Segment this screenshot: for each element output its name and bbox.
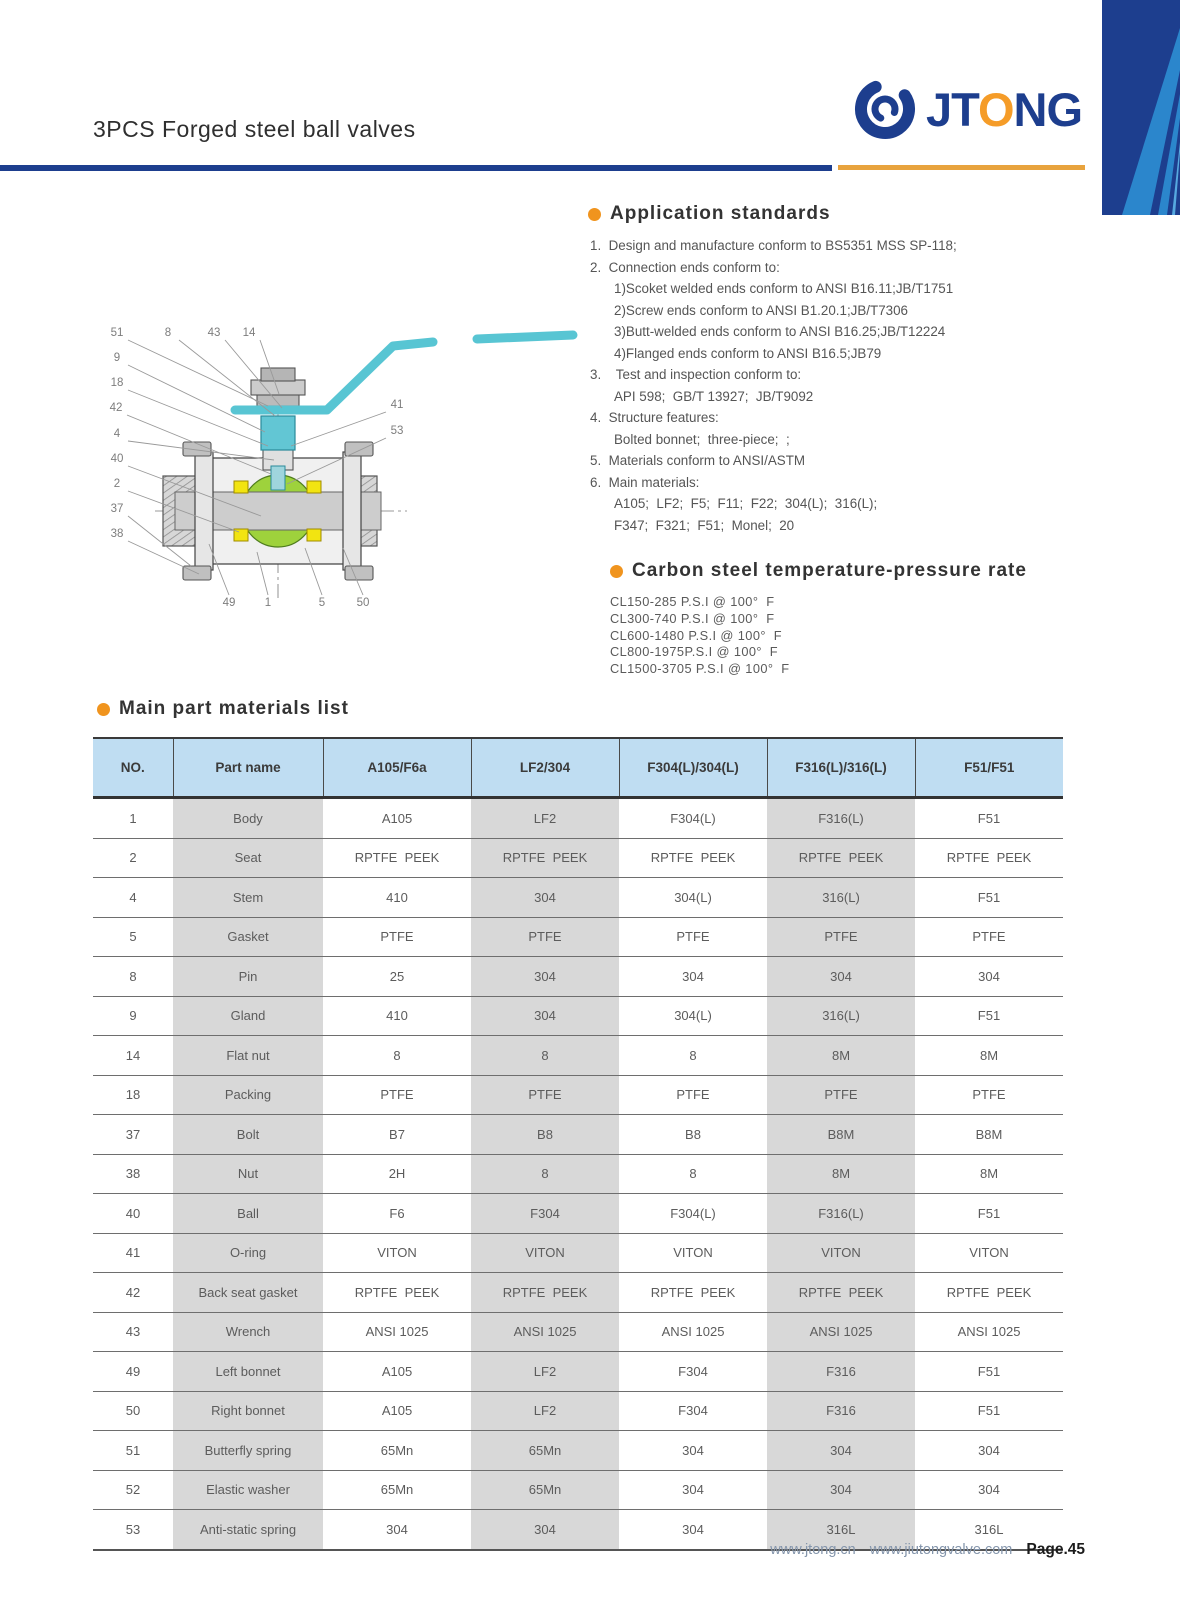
valve-cross-section — [75, 298, 585, 630]
application-standard-item: 3)Butt-welded ends conform to ANSI B16.25;JB/T12224 — [614, 324, 946, 339]
callout-number: 41 — [390, 399, 404, 411]
logo-o: O — [977, 82, 1014, 136]
cell-material: PTFE — [380, 1087, 414, 1103]
cell-no: 5 — [129, 929, 137, 945]
pressure-rate-line: CL300-740 P.S.I @ 100° F — [610, 610, 775, 626]
orange-bullet-icon — [588, 208, 601, 221]
callout-number: 8 — [164, 327, 172, 339]
cell-no: 43 — [125, 1324, 141, 1340]
cell-material: F316(L) — [767, 798, 915, 839]
cell-material: B8 — [471, 1115, 619, 1155]
cell-material: ANSI 1025 — [767, 1312, 915, 1352]
table-row — [93, 1194, 1063, 1234]
cell-material: F304 — [471, 1194, 619, 1234]
cell-material: ANSI 1025 — [471, 1312, 619, 1352]
table-row — [93, 798, 1063, 839]
callout-leader-line — [291, 412, 386, 446]
cell-part-name: Right bonnet — [173, 1391, 323, 1431]
materials-list-heading — [97, 698, 349, 720]
table-row — [93, 1075, 1063, 1115]
cell-no: 51 — [125, 1442, 141, 1458]
cell-material: 8 — [471, 1036, 619, 1076]
cell-material: 8 — [689, 1047, 697, 1063]
cell-material: 304 — [682, 1442, 704, 1458]
cell-material: F51 — [977, 1403, 1001, 1419]
cell-material: RPTFE PEEK — [946, 850, 1032, 866]
cell-no: 1 — [129, 810, 137, 826]
application-standard-item: 2)Screw ends conform to ANSI B1.20.1;JB/T7306 — [614, 302, 908, 318]
callout-number: 50 — [356, 597, 370, 609]
column-header-0: NO. — [93, 738, 173, 798]
cell-material: 304 — [471, 957, 619, 997]
table-row — [93, 1391, 1063, 1431]
cell-material: F51 — [977, 889, 1001, 905]
cell-material: PTFE — [380, 929, 414, 945]
cell-part-name: Nut — [173, 1154, 323, 1194]
cell-material: F51 — [977, 1363, 1001, 1379]
cell-material: LF2 — [471, 1391, 619, 1431]
application-standard-item: 5. Materials conform to ANSI/ASTM — [590, 453, 806, 468]
cell-part-name: Butterfly spring — [173, 1431, 323, 1471]
cell-material: 8 — [471, 1154, 619, 1194]
page-footer — [770, 1541, 1085, 1559]
pressure-rate-heading — [610, 560, 1080, 582]
table-row — [93, 1115, 1063, 1155]
cell-material: F6 — [389, 1205, 405, 1221]
cell-material: RPTFE PEEK — [354, 1284, 440, 1300]
cell-no: 53 — [125, 1521, 141, 1537]
cell-no: 8 — [129, 968, 137, 984]
application-standard-item: 4. Structure features: — [590, 410, 719, 425]
pressure-rate-line: CL600-1480 P.S.I @ 100° F — [610, 627, 782, 643]
cell-material: A105 — [381, 1363, 413, 1379]
cell-part-name: Elastic washer — [173, 1470, 323, 1510]
materials-header-row — [93, 738, 1063, 798]
page-number: Page.45 — [1026, 1541, 1085, 1558]
table-row — [93, 996, 1063, 1036]
cell-material: 65Mn — [471, 1431, 619, 1471]
callout-number: 43 — [207, 327, 221, 339]
table-row — [93, 838, 1063, 878]
cell-material: RPTFE PEEK — [650, 1284, 736, 1300]
cell-material: 304 — [767, 957, 915, 997]
cell-part-name: Back seat gasket — [173, 1273, 323, 1313]
pressure-rate-line: CL150-285 P.S.I @ 100° F — [610, 594, 775, 609]
valve-diagram — [75, 298, 585, 630]
jtong-logo-text — [925, 82, 1082, 136]
cell-material: 8 — [393, 1047, 401, 1063]
cell-material: 304 — [386, 1521, 408, 1537]
application-standard-item: 3. Test and inspection conform to: — [590, 367, 802, 382]
cell-material: 304 — [471, 878, 619, 918]
cell-material: 65Mn — [380, 1442, 414, 1458]
callout-number: 40 — [110, 453, 124, 465]
corner-decoration — [1102, 0, 1180, 215]
callout-number: 2 — [113, 478, 121, 490]
cell-material: 410 — [386, 1008, 408, 1024]
table-row — [93, 878, 1063, 918]
materials-table-body — [93, 798, 1063, 1550]
cell-material: 8 — [689, 1166, 697, 1182]
cell-material: RPTFE PEEK — [767, 1273, 915, 1313]
cell-material: F51 — [977, 810, 1001, 826]
cell-material: 304 — [471, 1510, 619, 1550]
materials-table-header — [93, 738, 1063, 798]
cell-no: 38 — [125, 1166, 141, 1182]
cell-material: 316L — [974, 1521, 1004, 1537]
cell-part-name: Gasket — [173, 917, 323, 957]
application-standards-heading — [588, 203, 1068, 225]
application-standards-section — [588, 203, 1068, 536]
cell-material: 304 — [471, 996, 619, 1036]
column-header-6: F51/F51 — [915, 738, 1063, 798]
cell-material: LF2 — [471, 798, 619, 839]
cell-material: F316 — [767, 1352, 915, 1392]
logo-ng: NG — [1013, 82, 1082, 136]
cell-no: 41 — [125, 1245, 141, 1261]
cell-material: 8M — [767, 1154, 915, 1194]
cell-material: 316(L) — [767, 878, 915, 918]
cell-material: VITON — [969, 1245, 1009, 1261]
cell-material: 2H — [388, 1166, 406, 1182]
application-standard-item: Bolted bonnet; three-piece; ; — [614, 431, 790, 447]
cell-part-name: O-ring — [173, 1233, 323, 1273]
pressure-rate-line: CL1500-3705 P.S.I @ 100° F — [610, 661, 790, 677]
cell-material: PTFE — [767, 1075, 915, 1115]
cell-material: B8 — [685, 1126, 701, 1142]
cell-no: 2 — [129, 850, 137, 866]
cell-material: ANSI 1025 — [365, 1324, 429, 1340]
cell-part-name: Seat — [173, 838, 323, 878]
cell-material: A105 — [381, 1403, 413, 1419]
application-standard-item: 2. Connection ends conform to: — [590, 259, 780, 275]
cell-material: F51 — [977, 1008, 1001, 1024]
orange-bullet-icon — [610, 565, 623, 578]
cell-material: PTFE — [972, 1087, 1006, 1103]
cell-material: LF2 — [471, 1352, 619, 1392]
cell-material: 316(L) — [767, 996, 915, 1036]
footer-link-jtong[interactable]: www.jtong.cn — [770, 1542, 856, 1558]
cell-material: RPTFE PEEK — [650, 850, 736, 866]
cell-material: 304 — [767, 1470, 915, 1510]
callout-number: 1 — [264, 597, 272, 609]
cell-material: 25 — [389, 968, 405, 984]
pressure-rate-heading-text: Carbon steel temperature-pressure rate — [632, 560, 1027, 581]
cell-material: 304 — [978, 1482, 1000, 1498]
cell-no: 18 — [125, 1087, 141, 1103]
corner-stripes-graphic — [1102, 0, 1180, 215]
callout-leader-line — [128, 340, 268, 406]
table-row — [93, 1352, 1063, 1392]
jtong-logo — [852, 76, 1082, 142]
cell-material: F304(L) — [670, 810, 716, 826]
cell-material: VITON — [767, 1233, 915, 1273]
callout-number: 37 — [110, 503, 124, 515]
callout-number: 51 — [110, 327, 124, 339]
cell-material: RPTFE PEEK — [767, 838, 915, 878]
application-standard-item: API 598; GB/T 13927; JB/T9092 — [614, 388, 814, 404]
cell-material: 304 — [682, 1521, 704, 1537]
application-standard-item: 1. Design and manufacture conform to BS5351 MSS SP-118; — [590, 238, 957, 253]
callout-number: 4 — [113, 428, 121, 440]
cell-no: 14 — [125, 1047, 141, 1063]
logo-jt: JT — [925, 82, 978, 136]
cell-material: 8M — [767, 1036, 915, 1076]
cell-material: B7 — [389, 1126, 405, 1142]
cell-no: 9 — [129, 1008, 137, 1024]
callout-number: 5 — [318, 597, 326, 609]
cell-part-name: Bolt — [173, 1115, 323, 1155]
table-row — [93, 1273, 1063, 1313]
orange-bullet-icon — [97, 703, 110, 716]
page-title: 3PCS Forged steel ball valves — [93, 116, 416, 142]
cell-material: VITON — [377, 1245, 417, 1261]
cell-material: 304 — [767, 1431, 915, 1471]
cell-part-name: Stem — [173, 878, 323, 918]
column-header-1: Part name — [173, 738, 323, 798]
cell-material: RPTFE PEEK — [471, 838, 619, 878]
callout-number: 9 — [113, 352, 121, 364]
cell-material: VITON — [471, 1233, 619, 1273]
pressure-rate-line: CL800-1975P.S.I @ 100° F — [610, 644, 779, 660]
cell-material: F316 — [767, 1391, 915, 1431]
cell-material: 65Mn — [471, 1470, 619, 1510]
cell-material: 304 — [978, 1442, 1000, 1458]
jtong-logo-icon — [852, 76, 918, 142]
cell-no: 49 — [125, 1363, 141, 1379]
cell-part-name: Anti-static spring — [173, 1510, 323, 1550]
cell-material: 410 — [386, 889, 408, 905]
header-rule-orange — [838, 165, 1085, 170]
cell-material: PTFE — [972, 929, 1006, 945]
cell-material: PTFE — [471, 1075, 619, 1115]
cell-material: PTFE — [471, 917, 619, 957]
cell-material: A105 — [381, 810, 413, 826]
application-standards-heading-text: Application standards — [610, 203, 831, 224]
cell-part-name: Left bonnet — [173, 1352, 323, 1392]
cell-part-name: Pin — [173, 957, 323, 997]
cell-material: F51 — [977, 1205, 1001, 1221]
application-standards-list — [588, 235, 1068, 536]
application-standard-item: 6. Main materials: — [590, 474, 700, 490]
callout-leader-line — [128, 390, 268, 446]
cell-material: PTFE — [767, 917, 915, 957]
cell-material: 8M — [979, 1166, 999, 1182]
cell-part-name: Gland — [173, 996, 323, 1036]
cell-material: 65Mn — [380, 1482, 414, 1498]
cell-material: B8M — [767, 1115, 915, 1155]
cell-material: 304 — [682, 1482, 704, 1498]
pressure-rate-lines — [610, 594, 1080, 678]
column-header-3: LF2/304 — [471, 738, 619, 798]
cell-part-name: Packing — [173, 1075, 323, 1115]
column-header-2: A105/F6a — [323, 738, 471, 798]
callout-number: 49 — [222, 597, 236, 609]
cell-material: ANSI 1025 — [957, 1324, 1021, 1340]
cell-material: 304(L) — [674, 1008, 712, 1024]
table-row — [93, 1470, 1063, 1510]
column-header-4: F304(L)/304(L) — [619, 738, 767, 798]
callout-number: 38 — [110, 528, 124, 540]
cell-no: 42 — [125, 1284, 141, 1300]
table-row — [93, 1431, 1063, 1471]
cell-no: 4 — [129, 889, 137, 905]
cell-material: F304 — [678, 1363, 708, 1379]
footer-link-jiutongvalve[interactable]: www.jiutongvalve.com — [869, 1542, 1013, 1558]
cell-part-name: Wrench — [173, 1312, 323, 1352]
cell-no: 37 — [125, 1126, 141, 1142]
cell-part-name: Ball — [173, 1194, 323, 1234]
callout-number: 53 — [390, 425, 404, 437]
cell-material: 304 — [682, 968, 704, 984]
cell-material: RPTFE PEEK — [354, 850, 440, 866]
materials-list-heading-text: Main part materials list — [119, 698, 349, 719]
application-standard-item: 4)Flanged ends conform to ANSI B16.5;JB79 — [614, 345, 882, 361]
cell-material: PTFE — [676, 929, 710, 945]
cell-part-name: Body — [173, 798, 323, 839]
cell-material: 304 — [978, 968, 1000, 984]
main-part-materials-table — [93, 737, 1063, 1551]
application-standard-item: 1)Scoket welded ends conform to ANSI B16.11;JB/T1751 — [614, 281, 954, 296]
cell-material: ANSI 1025 — [661, 1324, 725, 1340]
application-standard-item: F347; F321; F51; Monel; 20 — [614, 517, 795, 533]
callout-number: 18 — [110, 377, 124, 389]
table-row — [93, 957, 1063, 997]
cell-material: VITON — [673, 1245, 713, 1261]
cell-material: PTFE — [676, 1087, 710, 1103]
cell-no: 50 — [125, 1403, 141, 1419]
column-header-5: F316(L)/316(L) — [767, 738, 915, 798]
cell-no: 52 — [125, 1482, 141, 1498]
cell-no: 40 — [125, 1205, 141, 1221]
cell-material: 316L — [767, 1510, 915, 1550]
cell-material: F316(L) — [767, 1194, 915, 1234]
cell-material: 8M — [979, 1047, 999, 1063]
callout-number: 42 — [109, 402, 123, 414]
callout-number: 14 — [242, 327, 256, 339]
cell-material: F304(L) — [670, 1205, 716, 1221]
header-rule-blue — [0, 165, 832, 171]
table-row — [93, 1233, 1063, 1273]
table-row — [93, 1312, 1063, 1352]
cell-material: RPTFE PEEK — [946, 1284, 1032, 1300]
cell-material: RPTFE PEEK — [471, 1273, 619, 1313]
application-standard-item: A105; LF2; F5; F11; F22; 304(L); 316(L); — [614, 496, 878, 511]
table-row — [93, 1036, 1063, 1076]
cell-material: 304(L) — [674, 889, 712, 905]
table-row — [93, 917, 1063, 957]
pressure-rate-section — [610, 560, 1080, 678]
cell-material: B8M — [975, 1126, 1003, 1142]
cell-material: F304 — [678, 1403, 708, 1419]
table-row — [93, 1154, 1063, 1194]
cell-part-name: Flat nut — [173, 1036, 323, 1076]
